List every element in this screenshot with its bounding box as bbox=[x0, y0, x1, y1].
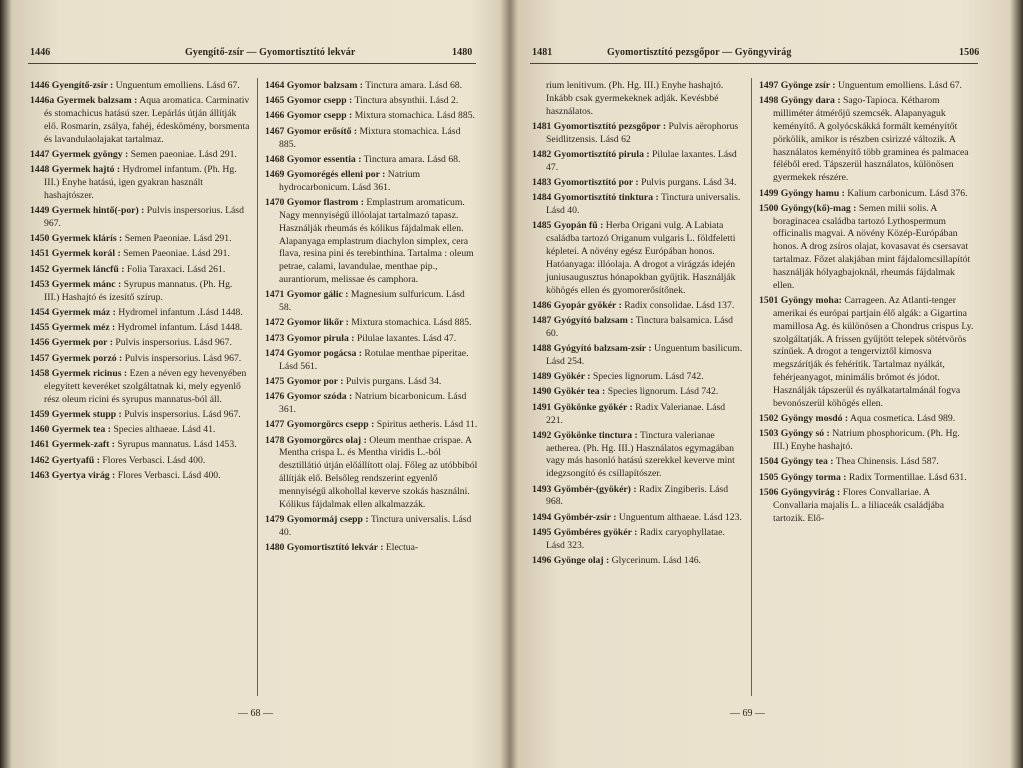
dictionary-entry bbox=[759, 95, 974, 185]
entry-term: Gyomor csepp : bbox=[286, 110, 353, 122]
entry-number: 1472 bbox=[265, 317, 285, 329]
entry-text: Semen Paeoniae. Lásd 291. bbox=[124, 233, 232, 245]
entry-text: Glycerinum. Lásd 146. bbox=[611, 554, 701, 566]
entry-term: Gyöngy moha: bbox=[780, 295, 842, 307]
dictionary-entry bbox=[759, 428, 974, 454]
entry-number: 1446 bbox=[30, 80, 50, 91]
entry-number: 1448 bbox=[30, 164, 50, 176]
entry-term: Gyökér tea : bbox=[553, 386, 606, 398]
dictionary-entry bbox=[759, 188, 974, 201]
entry-number: 1497 bbox=[759, 80, 779, 91]
entry-number: 1450 bbox=[30, 233, 50, 245]
entry-term: Gyermek ricinus : bbox=[51, 367, 128, 379]
entry-number: 1460 bbox=[30, 424, 50, 436]
dictionary-entry bbox=[30, 424, 250, 437]
dictionary-entry bbox=[30, 439, 250, 452]
dictionary-entry bbox=[532, 192, 744, 218]
dictionary-entry bbox=[30, 470, 250, 483]
column-left bbox=[532, 80, 744, 570]
entry-term: Gyomor essentia : bbox=[286, 153, 362, 165]
entry-term: Gyomor szóda : bbox=[286, 391, 353, 403]
dictionary-entry bbox=[759, 456, 974, 469]
entry-term: Gyöngy tea : bbox=[780, 456, 834, 468]
entry-term: Gyógyító balzsam : bbox=[553, 315, 634, 327]
entry-number: 1462 bbox=[30, 454, 50, 466]
dictionary-entry bbox=[265, 376, 478, 389]
entry-number: 1478 bbox=[265, 434, 285, 446]
dictionary-entry bbox=[30, 353, 250, 366]
entry-text: Oleum menthae crispae. A Mentha crispa L. és Mentha viridis L.-ból desztillátió útján előállított olaj. Főleg az utóbbiból állítják elő. Belsőleg rendszerint egyenlő mennyiségű alkohollal keverve szokás használni. Kólikus fájdalmak ellen alkalmazzák. bbox=[279, 434, 478, 510]
entry-number: 1499 bbox=[759, 187, 779, 199]
entry-number: 1503 bbox=[759, 428, 779, 440]
header-left-number: 1446 bbox=[30, 47, 51, 58]
dictionary-entry bbox=[532, 220, 744, 297]
dictionary-entry bbox=[532, 402, 744, 428]
dictionary-entry bbox=[30, 248, 250, 261]
entry-term: Gyermek mánc : bbox=[51, 278, 122, 290]
entry-number: 1456 bbox=[30, 337, 50, 349]
entry-text: Sago-Tapioca. Kétharom milliméter átmérőjű szemcsék. Alapanyaguk keményítő. A golyócskákká formált keményítőt pörkölik, amikor is részben csirizzé változik. A használatos keményítő több graminea és palmacea féléből ered. Tápszerül használatos, különösen gyermekek részére. bbox=[773, 95, 969, 184]
entry-text: Radix Valerianae. Lásd 221. bbox=[546, 401, 726, 426]
entry-text: Syrupus mannatus. Lásd 1453. bbox=[117, 439, 237, 451]
dictionary-entry bbox=[30, 307, 250, 320]
entry-text: Hydromel infantum. (Ph. Hg. III.) Enyhe hatású, igen gyakran használt hashajtószer. bbox=[44, 164, 237, 201]
entry-text: Radix Zingiberis. Lásd 968. bbox=[546, 483, 729, 508]
entry-term: Gyomor balzsam : bbox=[286, 80, 364, 91]
dictionary-entry bbox=[265, 169, 478, 195]
dictionary-entry bbox=[30, 322, 250, 335]
entry-text: Pulvis inspersorius. Lásd 967. bbox=[115, 337, 232, 349]
dictionary-entry bbox=[532, 177, 744, 190]
dictionary-entry bbox=[265, 333, 478, 346]
entry-text: Pulvis purgans. Lásd 34. bbox=[345, 376, 442, 388]
dictionary-entry bbox=[30, 233, 250, 246]
entry-text: Syrupus mannatus. (Ph. Hg. III.) Hashajtó és ízesítő szirup. bbox=[44, 278, 233, 303]
header-title: Gyengítő-zsír — Gyomortisztító lekvár bbox=[185, 47, 356, 58]
entry-text: Pulvis inspersorius. Lásd 967. bbox=[124, 352, 242, 364]
entry-text: Natrium phosphoricum. (Ph. Hg. III.) Enyhe hashajtó. bbox=[773, 428, 960, 453]
entry-term: Gyömbér-(gyökér) : bbox=[553, 483, 637, 495]
entry-term: Gyomor erősítő : bbox=[286, 125, 358, 137]
dictionary-entry bbox=[759, 80, 974, 93]
dictionary-entry bbox=[532, 512, 744, 525]
entry-term: Gyökér : bbox=[553, 371, 591, 383]
entry-text: Semen paeoniae. Lásd 291. bbox=[130, 149, 237, 160]
dictionary-entry bbox=[532, 315, 744, 341]
entry-term: Gyopár gyökér : bbox=[553, 299, 622, 311]
entry-term: Gyökönke gyökér : bbox=[553, 401, 633, 413]
entry-number: 1464 bbox=[265, 80, 285, 91]
entry-term: Gyomor pirula : bbox=[286, 332, 355, 344]
entry-term: Gyermek hintő(-por) : bbox=[51, 205, 145, 217]
dictionary-entry bbox=[30, 368, 250, 407]
entry-number: 1451 bbox=[30, 248, 50, 260]
entry-term: Gyömbér-zsír : bbox=[553, 511, 617, 523]
dictionary-entry bbox=[759, 295, 974, 411]
entry-text: Folia Taraxaci. Lásd 261. bbox=[126, 263, 226, 275]
entry-number: 1446a bbox=[30, 95, 55, 107]
entry-term: Gyermek méz : bbox=[51, 322, 116, 334]
entry-term: Gyomorgörcs csepp : bbox=[286, 419, 375, 431]
entry-number: 1489 bbox=[532, 371, 552, 383]
entry-number: 1461 bbox=[30, 439, 50, 451]
entry-term: Gyöngy dara : bbox=[780, 95, 841, 107]
entry-term: Gyöngy(kő)-mag : bbox=[780, 202, 857, 214]
entry-number: 1455 bbox=[30, 322, 50, 334]
entry-text: Spiritus aetheris. Lásd 11. bbox=[376, 419, 478, 431]
entry-number: 1487 bbox=[532, 315, 552, 327]
entry-term: Gyomor por : bbox=[286, 376, 344, 388]
entry-text: Tinctura universalis. Lásd 40. bbox=[546, 192, 741, 217]
entry-term: Gyomorgörcs olaj : bbox=[286, 434, 367, 446]
entry-term: Gyermek gyöngy : bbox=[51, 149, 129, 160]
dictionary-entry bbox=[265, 80, 478, 93]
entry-number: 1458 bbox=[30, 367, 50, 379]
entry-term: Gyomortisztító lekvár : bbox=[286, 542, 384, 554]
entry-text: Natrium hydrocarbonicum. Lásd 361. bbox=[279, 169, 421, 193]
entry-number: 1457 bbox=[30, 352, 50, 364]
entry-number: 1447 bbox=[30, 149, 50, 160]
entry-term: Gyönge zsír : bbox=[780, 80, 836, 91]
dictionary-entry bbox=[30, 149, 250, 162]
entry-term: Gyömbéres gyökér : bbox=[553, 526, 638, 538]
header-rule bbox=[530, 63, 978, 64]
entry-term: Gyökönke tinctura : bbox=[553, 429, 638, 441]
right-page bbox=[512, 0, 1023, 768]
dictionary-entry bbox=[265, 95, 478, 108]
entry-number: 1506 bbox=[759, 486, 779, 498]
entry-text: Magnesium sulfuricum. Lásd 58. bbox=[279, 289, 465, 314]
entry-number: 1493 bbox=[532, 483, 552, 495]
entry-term: Gyomor csepp : bbox=[286, 95, 353, 107]
dictionary-entry bbox=[30, 279, 250, 305]
entry-text: Pulvis purgans. Lásd 34. bbox=[641, 177, 737, 189]
entry-number: 1470 bbox=[265, 197, 285, 209]
entry-text: Species lignorum. Lásd 742. bbox=[607, 386, 719, 398]
entry-term: Gyomortisztító pezsgőpor : bbox=[553, 120, 667, 132]
dictionary-entry bbox=[30, 95, 250, 146]
entry-number: 1463 bbox=[30, 469, 50, 481]
entry-number: 1479 bbox=[265, 514, 285, 526]
entry-text: Hydromel infantum .Lásd 1448. bbox=[118, 307, 243, 319]
column-right bbox=[759, 80, 974, 528]
entry-text: Species althaeae. Lásd 41. bbox=[113, 424, 216, 436]
header-left-number: 1481 bbox=[532, 47, 553, 58]
entry-number: 1473 bbox=[265, 332, 285, 344]
entry-number: 1477 bbox=[265, 419, 285, 431]
entry-text: Herba Origani vulg. A Labiata családba tartozó Origanum vulgaris L. földfeletti képletei. A növény egész Európában honos. Hatóanyaga: illóolaja. A drogot a virágzás idején juniusaugusztus hónapokban gyűjtik. Használják köhögés ellen és gyomorerősítőnek. bbox=[546, 220, 736, 296]
entry-number: 1482 bbox=[532, 149, 552, 160]
dictionary-entry bbox=[30, 264, 250, 277]
dictionary-entry bbox=[265, 317, 478, 330]
dictionary-entry bbox=[759, 487, 974, 526]
entry-text: Semen milii solis. A boraginacea családba tartozó Lythospermum officinalis magvai. A növény Közép-Európában honos. A drog zsíros olajat, kovasavat és csersavat tartalmaz. Főzet alakjában mint fájdalomcsillapítót használják hólyagbajoknál, rheumás fájdalmak ellen. bbox=[773, 202, 971, 291]
continued-text: rium lenitivum. (Ph. Hg. III.) Enyhe hashajtó. Inkább csak gyermekeknek adják. Kevésbbé használatos. bbox=[546, 80, 724, 117]
page-number: — 68 — bbox=[238, 708, 273, 719]
entry-term: Gyengítő-zsír : bbox=[51, 80, 114, 91]
entry-number: 1468 bbox=[265, 153, 285, 165]
entry-number: 1498 bbox=[759, 95, 779, 107]
entry-term: Gyönge olaj : bbox=[553, 554, 610, 566]
entry-text: Tinctura balsamica. Lásd 60. bbox=[546, 315, 734, 339]
entry-term: Gyermek hajtó : bbox=[51, 164, 121, 176]
entry-number: 1474 bbox=[265, 347, 285, 359]
entry-number: 1459 bbox=[30, 408, 50, 420]
left-page bbox=[0, 0, 508, 768]
entry-term: Gyomortisztító tinktura : bbox=[553, 192, 659, 204]
entry-text: Pilulae laxantes. Lásd 47. bbox=[546, 149, 737, 173]
entry-text: Tinctura absynthii. Lásd 2. bbox=[354, 95, 459, 107]
page-number: — 69 — bbox=[730, 708, 765, 719]
entry-term: Gyertya virág : bbox=[51, 469, 116, 481]
entry-number: 1449 bbox=[30, 205, 50, 217]
entry-term: Gyermek porzó : bbox=[51, 352, 123, 364]
entry-text: Flores Convallariae. A Convallaria majalis L. a liliaceák családjába tartozik. Elő- bbox=[773, 486, 945, 524]
header-right-number: 1480 bbox=[452, 47, 473, 58]
column-divider bbox=[257, 78, 258, 696]
dictionary-entry bbox=[532, 121, 744, 147]
entry-number: 1496 bbox=[532, 554, 552, 566]
entry-text: Pulvis inspersorius. Lásd 967. bbox=[44, 205, 244, 229]
entry-number: 1454 bbox=[30, 307, 50, 319]
entry-number: 1475 bbox=[265, 376, 285, 388]
entry-number: 1480 bbox=[265, 542, 285, 554]
dictionary-entry bbox=[759, 472, 974, 485]
entry-term: Gyermek máz : bbox=[51, 307, 116, 319]
dictionary-entry bbox=[532, 149, 744, 175]
entry-term: Gyomormáj csepp : bbox=[286, 514, 369, 526]
dictionary-entry bbox=[30, 337, 250, 350]
entry-term: Gyermek tea : bbox=[51, 424, 111, 436]
entry-term: Gyöngy só : bbox=[780, 428, 830, 440]
entry-number: 1481 bbox=[532, 120, 552, 132]
entry-number: 1495 bbox=[532, 526, 552, 538]
entry-text: Pulvis inspersorius. Lásd 967. bbox=[124, 408, 241, 420]
dictionary-entry bbox=[30, 80, 250, 93]
entry-text: Mixtura stomachica. Lásd 885. bbox=[351, 317, 472, 329]
dictionary-entry bbox=[532, 484, 744, 510]
entry-text: Kalium carbonicum. Lásd 376. bbox=[847, 187, 968, 199]
entry-text: Flores Verbasci. Lásd 400. bbox=[117, 469, 221, 481]
dictionary-entry bbox=[265, 289, 478, 315]
entry-term: Gyermek balzsam : bbox=[56, 95, 138, 107]
dictionary-entry bbox=[265, 126, 478, 152]
entry-text: Species lignorum. Lásd 742. bbox=[592, 371, 704, 383]
entry-term: Gyöngy mosdó : bbox=[780, 413, 849, 425]
dictionary-entry bbox=[265, 514, 478, 540]
header-rule bbox=[28, 63, 476, 64]
dictionary-entry bbox=[265, 391, 478, 417]
dictionary-entry bbox=[759, 413, 974, 426]
entry-term: Gyöngyvirág : bbox=[780, 486, 841, 498]
dictionary-entry bbox=[265, 154, 478, 167]
dictionary-entry bbox=[532, 371, 744, 384]
dictionary-entry bbox=[532, 430, 744, 481]
dictionary-entry bbox=[30, 164, 250, 203]
entry-term: Gyermek klárís : bbox=[51, 233, 123, 245]
entry-number: 1488 bbox=[532, 343, 552, 355]
dictionary-entry bbox=[532, 343, 744, 369]
entry-term: Gyomor flastrom : bbox=[286, 197, 364, 209]
entry-text: Mixtura stomachica. Lásd 885. bbox=[279, 125, 461, 150]
entry-term: Gyopán fű : bbox=[553, 220, 604, 232]
entry-term: Gyermek-zaft : bbox=[51, 439, 116, 451]
entry-number: 1453 bbox=[30, 278, 50, 290]
entry-number: 1502 bbox=[759, 413, 779, 425]
entry-term: Gyomortisztító pirula : bbox=[553, 149, 650, 160]
entry-term: Gyomor gálic : bbox=[286, 289, 349, 301]
header-right-number: 1506 bbox=[959, 47, 980, 58]
dictionary-entry bbox=[30, 455, 250, 468]
entry-number: 1483 bbox=[532, 177, 552, 189]
entry-text: Pilulae laxantes. Lásd 47. bbox=[356, 332, 457, 344]
entry-term: Gyertyafű : bbox=[51, 454, 100, 466]
entry-text: Tinctura amara. Lásd 68. bbox=[363, 153, 461, 165]
entry-text: Aqua cosmetica. Lásd 989. bbox=[849, 413, 956, 425]
entry-text: Mixtura stomachica. Lásd 885. bbox=[354, 110, 475, 122]
entry-text: Carrageen. Az Atlanti-tenger amerikai és európai partjain élő algák: a Gigartina mamillosa Ag. és különösen a Chondrus crispus Ly. szolgáltatják. A frissen gyűjtött telepek sötétvörös színűek. A drogot a tengerviztől kimosva megszárítják és fehérítik. Tartalmaz nyálkát, fehérjeanyagot, minimális brómot és jódot. Használják tápszerül és nyálkatartalmánál fogva bevonószerül köhögés ellen. bbox=[773, 295, 974, 409]
entry-term: Gyomor likőr : bbox=[286, 317, 349, 329]
entry-term: Gyomor pogácsa : bbox=[286, 347, 362, 359]
header-title: Gyomortisztító pezsgőpor — Gyöngyvirág bbox=[607, 47, 792, 58]
entry-number: 1476 bbox=[265, 391, 285, 403]
entry-text: Unguentum althaeae. Lásd 123. bbox=[618, 511, 742, 523]
entry-text: Aqua aromatica. Carminativ és stomachicus hatású szer. Lepárlás útján állítják elő. Rosmarin, zsálya, fahéj, édeskömény, borsmenta és lavandulaolajakat tartalmaz. bbox=[44, 95, 250, 145]
entry-text: Unguentum basilicum. Lásd 254. bbox=[546, 343, 743, 367]
dictionary-entry bbox=[265, 348, 478, 374]
entry-term: Gyógyító balzsam-zsír : bbox=[553, 343, 652, 355]
entry-number: 1484 bbox=[532, 192, 552, 204]
entry-text: Hydromel infantum. Lásd 1448. bbox=[117, 322, 243, 334]
entry-number: 1505 bbox=[759, 471, 779, 483]
entry-text: Radix Tormentillae. Lásd 631. bbox=[848, 471, 967, 483]
entry-text: Electua- bbox=[385, 542, 419, 554]
entry-term: Gyomortisztító por : bbox=[553, 177, 639, 189]
entry-number: 1504 bbox=[759, 456, 779, 468]
entry-text: Ezen a néven egy hevenyében elegyített keveréket szolgáltatnak ki, mely egyenlő rész oleum ricini és syrupus mannatus-ból áll. bbox=[44, 367, 247, 405]
entry-text: Tinctura universalis. Lásd 40. bbox=[279, 514, 472, 538]
entry-text: Emplastrum aromaticum. Nagy mennyiségű illóolajat tartalmazó tapasz. Használják rheumás és kólikus fájdalmak ellen. Alapanyaga emplastrum diachylon simplex, cera flava, resina pini és terebinthina. Tartalma : oleum petrae, calami, lavandulae, menthae pip., aurantiorum, melissae és camphora. bbox=[279, 197, 474, 286]
entry-term: Gyöngy hamu : bbox=[780, 187, 845, 199]
dictionary-entry bbox=[30, 409, 250, 422]
entry-number: 1494 bbox=[532, 511, 552, 523]
dictionary-entry bbox=[265, 110, 478, 123]
entry-number: 1501 bbox=[759, 295, 779, 307]
entry-number: 1466 bbox=[265, 110, 285, 122]
entry-number: 1500 bbox=[759, 202, 779, 214]
dictionary-entry bbox=[759, 203, 974, 293]
entry-text: Natrium bicarbonicum. Lásd 361. bbox=[279, 391, 467, 416]
entry-text: Radix consolidae. Lásd 137. bbox=[624, 299, 735, 311]
entry-term: Gyermek korál : bbox=[51, 248, 121, 260]
dictionary-entry bbox=[532, 555, 744, 568]
entry-text: Rotulae menthae piperitae. Lásd 561. bbox=[279, 347, 469, 372]
entry-number: 1486 bbox=[532, 299, 552, 311]
dictionary-entry bbox=[265, 435, 478, 512]
dictionary-entry bbox=[265, 419, 478, 432]
entry-text: Unguentum emolliens. Lásd 67. bbox=[837, 80, 962, 91]
entry-number: 1492 bbox=[532, 429, 552, 441]
entry-number: 1452 bbox=[30, 263, 50, 275]
entry-term: Gyermek stupp : bbox=[51, 408, 122, 420]
dictionary-entry bbox=[532, 386, 744, 399]
dictionary-entry bbox=[532, 300, 744, 313]
entry-text: Thea Chinensis. Lásd 587. bbox=[835, 456, 939, 468]
entry-term: Gyomorégés elleni por : bbox=[286, 169, 386, 181]
entry-number: 1471 bbox=[265, 289, 285, 301]
entry-term: Gyermek por : bbox=[51, 337, 113, 349]
column-divider bbox=[751, 78, 752, 696]
entry-number: 1490 bbox=[532, 386, 552, 398]
entry-text: Flores Verbasci. Lásd 400. bbox=[102, 454, 206, 466]
entry-text: Unguentum emolliens. Lásd 67. bbox=[115, 80, 240, 91]
dictionary-entry bbox=[265, 197, 478, 287]
dictionary-entry bbox=[265, 542, 478, 555]
entry-text: Tinctura valerianae aetherea. (Ph. Hg. III.) Használatos egymagában vagy más hasonló hatású szerekkel keverve mint idegzsongító és csillapítószer. bbox=[546, 429, 735, 480]
entry-term: Gyermek láncfű : bbox=[51, 263, 125, 275]
entry-number: 1465 bbox=[265, 95, 285, 107]
entry-term: Gyöngy torma : bbox=[780, 471, 847, 483]
entry-number: 1485 bbox=[532, 220, 552, 232]
dictionary-entry bbox=[30, 205, 250, 231]
entry-text: Tinctura amara. Lásd 68. bbox=[365, 80, 463, 91]
entry-text: Semen Paeoniae. Lásd 291. bbox=[123, 248, 230, 260]
entry-number: 1467 bbox=[265, 125, 285, 137]
entry-number: 1491 bbox=[532, 401, 552, 413]
column-right bbox=[265, 80, 478, 557]
dictionary-entry bbox=[532, 527, 744, 553]
entry-number: 1469 bbox=[265, 169, 285, 181]
column-left bbox=[30, 80, 250, 485]
entry-text: Pulvis aërophorus Seidlitzensis. Lásd 62 bbox=[546, 120, 739, 145]
entry-text: Radix caryophyllatae. Lásd 323. bbox=[546, 526, 725, 551]
